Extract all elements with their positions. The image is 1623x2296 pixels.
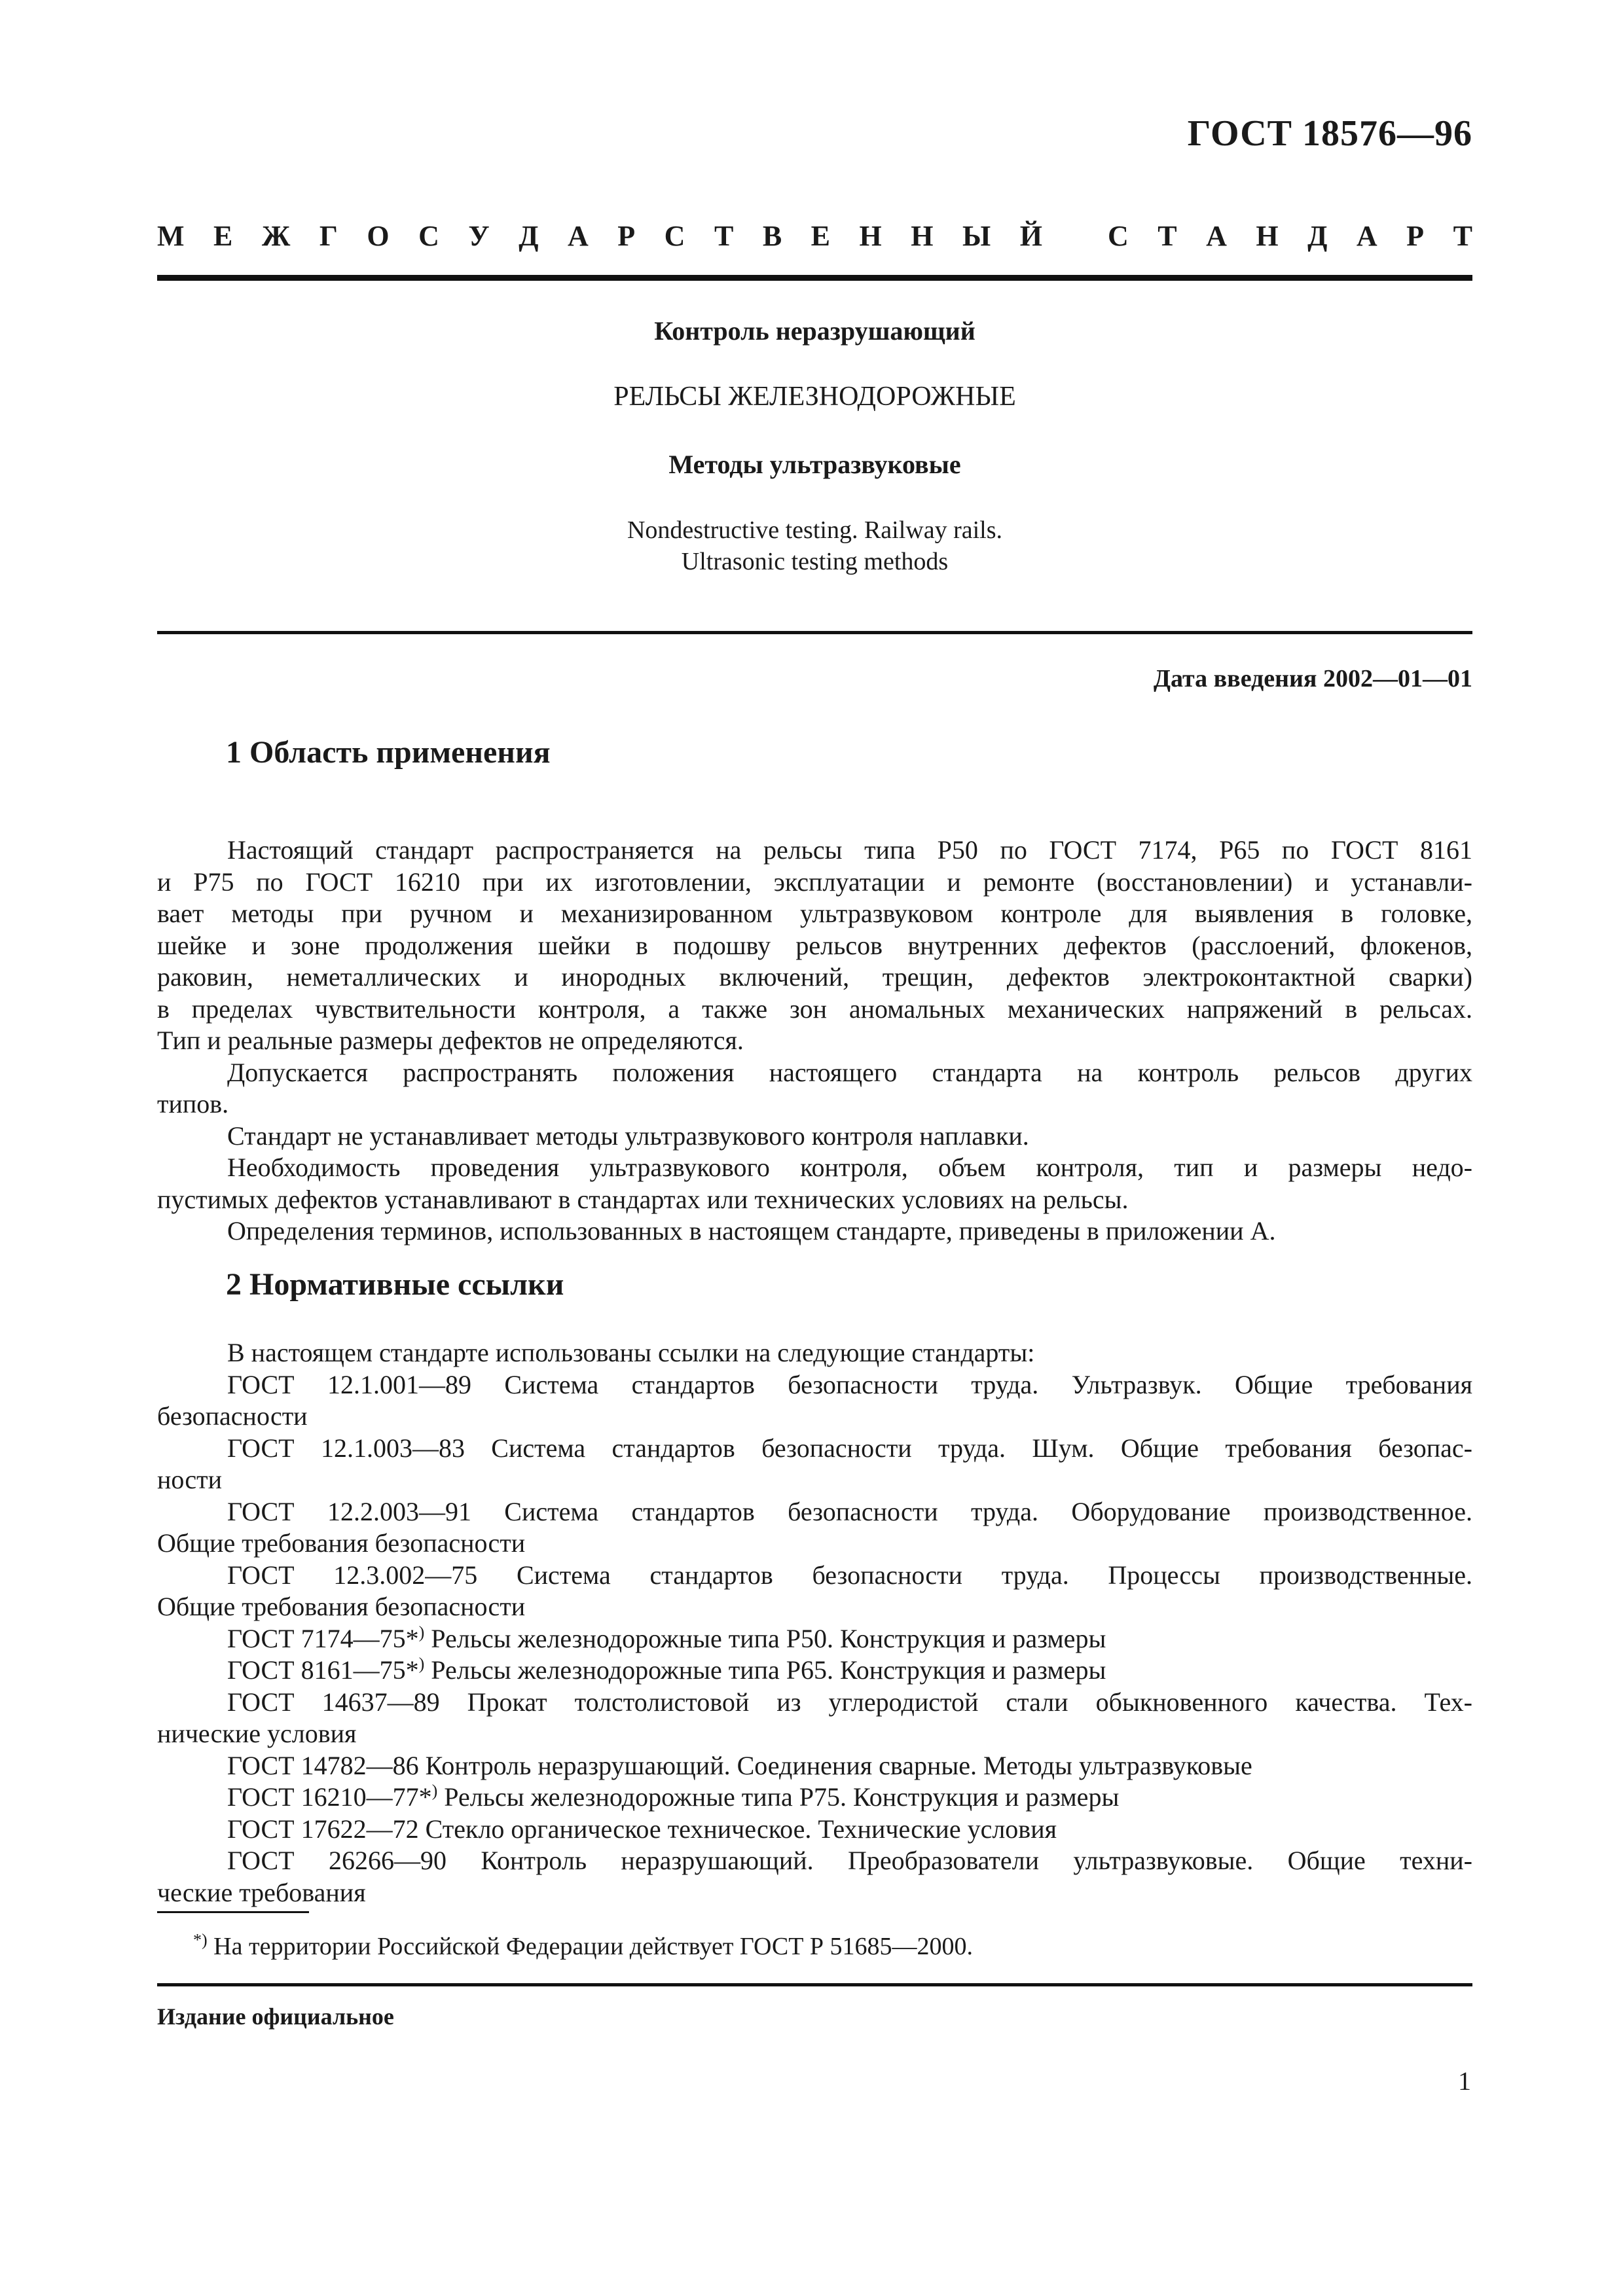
ref-title: Рельсы железнодорожные типа Р50. Конструкция и размеры xyxy=(424,1623,1106,1653)
banner-letter: Д xyxy=(1307,220,1328,252)
banner-letter: Н xyxy=(911,220,934,252)
reference-entry-8161 xyxy=(157,1655,1472,1687)
banner-letter: В xyxy=(762,220,782,252)
banner-letter: Й xyxy=(1019,220,1042,252)
ref-title: Рельсы железнодорожные типа Р75. Конструкция и размеры xyxy=(437,1782,1120,1812)
s1-p2-line: Допускается распространять положения настоящего стандарта на контроль рельсов других xyxy=(227,1057,1472,1087)
footnote xyxy=(193,1932,973,1961)
section-1-body xyxy=(157,834,1472,1247)
ref-code: ГОСТ 8161—75* xyxy=(227,1655,419,1685)
reference-entry: ГОСТ 12.3.002—75 Система стандартов безопасности труда. Процессы производственные. xyxy=(227,1560,1472,1590)
s1-p1-line: Настоящий стандарт распространяется на рельсы типа Р50 по ГОСТ 7174, Р65 по ГОСТ 8161 xyxy=(227,835,1472,865)
s1-p1-line: раковин, неметаллических и инородных включений, трещин, дефектов электроконтактной сварки) xyxy=(157,962,1472,992)
footnote-marker: ) xyxy=(418,1623,425,1642)
official-edition-label: Издание официальное xyxy=(157,2003,394,2030)
banner-letter: Т xyxy=(1158,220,1177,252)
banner-letter: Е xyxy=(213,220,233,252)
banner-letter: Д xyxy=(519,220,539,252)
header-rule xyxy=(157,275,1472,281)
ref-code: ГОСТ 7174—75* xyxy=(227,1623,419,1653)
reference-entry: ГОСТ 12.2.003—91 Система стандартов безопасности труда. Оборудование производственное. xyxy=(227,1496,1472,1526)
banner-letter: Н xyxy=(859,220,882,252)
banner-letter: С xyxy=(664,220,685,252)
ref-title: Рельсы железнодорожные типа Р65. Конструкция и размеры xyxy=(424,1655,1106,1685)
s1-p1-line: шейке и зоне продолжения шейки в подошву рельсов внутренних дефектов (расслоений, флокенов, xyxy=(157,930,1472,960)
footnote-text: На территории Российской Федерации действует ГОСТ Р 51685—2000. xyxy=(207,1933,974,1960)
reference-entry: ГОСТ 26266—90 Контроль неразрушающий. Преобразователи ультразвуковые. Общие техни- xyxy=(227,1846,1472,1875)
banner-letter: Е xyxy=(811,220,831,252)
reference-entry-continued: ческие требования xyxy=(157,1877,366,1907)
banner-letter: М xyxy=(157,220,185,252)
reference-entry-continued: Общие требования безопасности xyxy=(157,1528,526,1558)
s1-p1-line: вает методы при ручном и механизированном ультразвуковом контроле для выявления в головке, xyxy=(157,899,1472,928)
banner-letter: Т xyxy=(1453,220,1472,252)
s1-p4-line: Необходимость проведения ультразвукового контроля, объем контроля, тип и размеры недо- xyxy=(227,1153,1472,1182)
banner-letter: Н xyxy=(1256,220,1279,252)
reference-entry: ГОСТ 14637—89 Прокат толстолистовой из углеродистой стали обыкновенного качества. Тех- xyxy=(227,1687,1472,1717)
banner-letter: У xyxy=(468,220,490,252)
section-1-heading: 1 Область применения xyxy=(226,735,551,770)
s1-p5-line: Определения терминов, использованных в настоящем стандарте, приведены в приложении А. xyxy=(227,1216,1276,1246)
banner-letter: Р xyxy=(1406,220,1425,252)
document-number: ГОСТ 18576—96 xyxy=(1187,113,1472,154)
banner-letter: Т xyxy=(714,220,734,252)
banner-letter: А xyxy=(568,220,589,252)
reference-entry: ГОСТ 14782—86 Контроль неразрушающий. Соединения сварные. Методы ультразвуковые xyxy=(227,1750,1252,1780)
s1-p1-line: в пределах чувствительности контроля, а также зон аномальных механических напряжений в рельсах. xyxy=(157,994,1472,1024)
reference-entry: ГОСТ 12.1.001—89 Система стандартов безопасности труда. Ультразвук. Общие требования xyxy=(227,1369,1472,1399)
footnote-marker: ) xyxy=(431,1781,438,1801)
page-number: 1 xyxy=(1458,2066,1471,2096)
s1-p4-line: пустимых дефектов устанавливают в стандартах или технических условиях на рельсы. xyxy=(157,1184,1129,1214)
title-rule xyxy=(157,631,1472,634)
reference-entry: ГОСТ 17622—72 Стекло органическое техническое. Технические условия xyxy=(227,1814,1057,1844)
banner-letter: Ж xyxy=(261,220,291,252)
english-title-line-1: Nondestructive testing. Railway rails. xyxy=(627,516,1003,544)
interstate-standard-banner xyxy=(157,219,1472,253)
footnote-marker: ) xyxy=(418,1654,425,1674)
reference-entry: ГОСТ 12.1.003—83 Система стандартов безопасности труда. Шум. Общие требования безопас- xyxy=(227,1433,1472,1463)
s1-p3-line: Стандарт не устанавливает методы ультразвукового контроля наплавки. xyxy=(227,1121,1029,1151)
title-line-3: Методы ультразвуковые xyxy=(668,450,961,479)
banner-letter: С xyxy=(1107,220,1129,252)
section-2-heading: 2 Нормативные ссылки xyxy=(226,1267,564,1302)
banner-letter: Р xyxy=(617,220,636,252)
banner-letter: А xyxy=(1356,220,1377,252)
reference-entry-continued: безопасности xyxy=(157,1401,308,1431)
title-line-1: Контроль неразрушающий xyxy=(654,316,976,346)
banner-letter: А xyxy=(1206,220,1227,252)
banner-letter: С xyxy=(418,220,439,252)
reference-entry-7174 xyxy=(157,1623,1472,1655)
title-line-2: РЕЛЬСЫ ЖЕЛЕЗНОДОРОЖНЫЕ xyxy=(613,382,1016,412)
reference-entry-continued: нические условия xyxy=(157,1719,357,1748)
reference-entry-continued: ности xyxy=(157,1465,223,1494)
reference-entry-continued: Общие требования безопасности xyxy=(157,1592,526,1621)
section-2-body xyxy=(157,1337,1472,1909)
banner-letter: Ы xyxy=(962,220,991,252)
footnote-rule xyxy=(157,1911,309,1913)
s1-p1-line: Тип и реальные размеры дефектов не определяются. xyxy=(157,1026,744,1055)
effective-date: Дата введения 2002—01—01 xyxy=(1153,665,1472,692)
footnote-mark: *) xyxy=(193,1930,208,1950)
s1-p2-line: типов. xyxy=(157,1089,229,1119)
banner-letter: Г xyxy=(319,220,338,252)
footer-rule xyxy=(157,1983,1472,1986)
banner-letter xyxy=(1071,219,1078,253)
english-title-line-2: Ultrasonic testing methods xyxy=(681,548,949,575)
ref-code: ГОСТ 16210—77* xyxy=(227,1782,432,1812)
s1-p1-line: и Р75 по ГОСТ 16210 при их изготовлении, эксплуатации и ремонте (восстановлении) и устанавли- xyxy=(157,867,1472,897)
banner-letter: О xyxy=(367,220,390,252)
s2-intro: В настоящем стандарте использованы ссылки на следующие стандарты: xyxy=(227,1338,1035,1367)
reference-entry-16210 xyxy=(157,1782,1472,1814)
